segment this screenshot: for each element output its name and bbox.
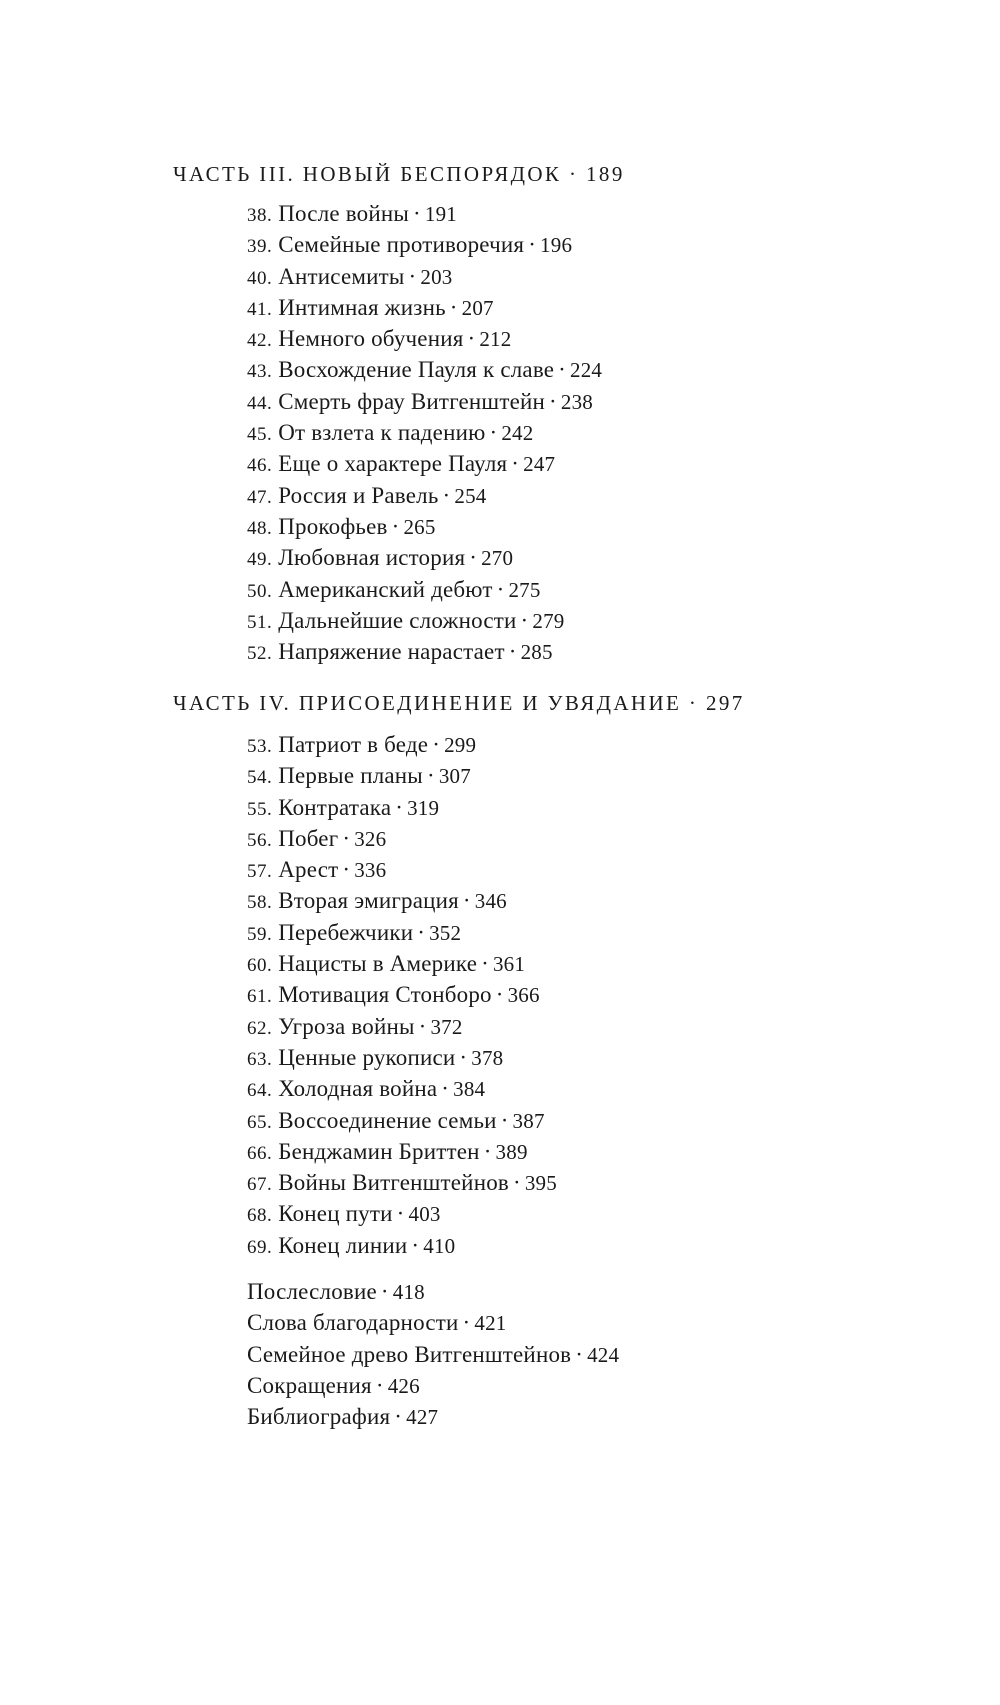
page-number: 270 (481, 546, 514, 571)
separator-dot: · (459, 1044, 468, 1070)
separator-dot: · (442, 482, 451, 508)
page-number: 372 (430, 1014, 463, 1039)
separator-dot: · (342, 857, 351, 883)
chapter-number: 46. (247, 455, 273, 477)
toc-entry[interactable] (247, 854, 557, 885)
page-number: 212 (479, 327, 512, 352)
chapter-number: 64. (247, 1080, 273, 1102)
chapter-number: 61. (247, 986, 273, 1008)
toc-entry[interactable] (247, 417, 602, 448)
chapter-list (247, 729, 557, 1261)
chapter-title: Россия и Равель (278, 482, 439, 508)
separator-dot: · (411, 1232, 420, 1258)
chapter-number: 53. (247, 736, 273, 757)
separator-dot: · (469, 545, 478, 571)
separator-dot: · (342, 825, 351, 851)
toc-entry[interactable] (247, 948, 557, 979)
chapter-title: Холодная война (278, 1076, 438, 1102)
chapter-title: Антисемиты (278, 263, 405, 289)
toc-entry[interactable] (247, 1167, 557, 1198)
separator-dot: · (495, 982, 504, 1008)
separator-dot: · (417, 919, 426, 945)
chapter-title: Конец пути (278, 1201, 393, 1227)
toc-entry[interactable] (247, 1401, 619, 1432)
toc-entry[interactable] (247, 1042, 557, 1073)
separator-dot: · (432, 732, 441, 757)
chapter-title: Американский дебют (278, 576, 493, 602)
chapter-number: 60. (247, 955, 273, 977)
toc-entry[interactable] (247, 1370, 619, 1401)
chapter-title: Войны Витгенштейнов (278, 1170, 509, 1196)
toc-entry[interactable] (247, 979, 557, 1010)
page-number: 418 (392, 1280, 425, 1304)
chapter-number: 58. (247, 892, 273, 914)
chapter-title: Ценные рукописи (278, 1044, 456, 1070)
separator-dot: · (483, 1138, 492, 1164)
page-number: 384 (453, 1077, 486, 1102)
toc-entry[interactable] (247, 1307, 619, 1338)
page-number: 265 (403, 514, 436, 539)
page-number: 389 (495, 1139, 528, 1164)
separator-dot: · (511, 451, 520, 477)
separator-dot: · (575, 1341, 584, 1367)
toc-entry[interactable] (247, 448, 602, 479)
toc-entry[interactable] (247, 480, 602, 511)
page-number: 279 (532, 608, 565, 633)
toc-entry[interactable] (247, 1198, 557, 1229)
separator-dot: · (391, 513, 400, 539)
chapter-number: 45. (247, 424, 273, 446)
toc-entry[interactable] (247, 792, 557, 823)
chapter-title: Конец линии (278, 1232, 408, 1258)
page-number: 352 (429, 920, 462, 945)
chapter-number: 38. (247, 205, 273, 226)
chapter-title: Дальнейшие сложности (278, 607, 517, 633)
toc-entry[interactable] (247, 1011, 557, 1042)
chapter-number: 57. (247, 861, 273, 883)
chapter-number: 51. (247, 611, 273, 633)
part-heading: ЧАСТЬ IV. ПРИСОЕДИНЕНИЕ И УВЯДАНИЕ · 297 (173, 691, 745, 715)
page-number: 336 (354, 858, 387, 883)
toc-entry[interactable] (247, 198, 602, 229)
chapter-number: 59. (247, 923, 273, 945)
chapter-title: Первые планы (278, 763, 423, 789)
chapter-number: 65. (247, 1111, 273, 1133)
separator-dot: · (481, 951, 489, 977)
page-number: 361 (492, 952, 526, 977)
separator-dot: · (508, 639, 517, 665)
chapter-number: 44. (247, 392, 273, 414)
chapter-number: 63. (247, 1048, 273, 1070)
chapter-number: 56. (247, 829, 273, 851)
chapter-title: Вторая эмиграция (278, 888, 459, 914)
chapter-title: Напряжение нарастает (278, 639, 505, 665)
section-title: Библиография (247, 1404, 391, 1430)
page-number: 242 (501, 421, 534, 446)
page-number: 191 (424, 202, 457, 226)
separator-dot: · (558, 357, 567, 383)
chapter-number: 69. (247, 1236, 273, 1258)
toc-entry[interactable] (247, 823, 557, 854)
chapter-title: Перебежчики (278, 919, 414, 945)
chapter-number: 42. (247, 330, 273, 352)
separator-dot: · (375, 1372, 384, 1398)
chapter-title: Немного обучения (278, 326, 464, 352)
page-number: 346 (474, 889, 507, 914)
chapter-title: Любовная история (278, 545, 466, 571)
separator-dot: · (489, 420, 498, 446)
page-number: 403 (408, 1202, 441, 1227)
page-number: 238 (560, 389, 593, 414)
toc-entry[interactable] (247, 354, 602, 385)
toc-entry[interactable] (247, 386, 602, 417)
chapter-title: Восхождение Пауля к славе (278, 357, 555, 383)
toc-entry[interactable] (247, 729, 557, 760)
chapter-title: От взлета к падению (278, 420, 486, 446)
chapter-number: 55. (247, 798, 273, 820)
toc-entry[interactable] (247, 605, 602, 636)
chapter-number: 54. (247, 767, 273, 789)
page-number: 421 (474, 1311, 507, 1336)
chapter-number: 66. (247, 1142, 273, 1164)
chapter-number: 67. (247, 1174, 273, 1196)
toc-entry[interactable] (247, 292, 602, 323)
chapter-title: Интимная жизнь (278, 294, 446, 320)
section-title: Послесловие (247, 1279, 377, 1304)
separator-dot: · (413, 201, 421, 226)
toc-entry[interactable] (247, 1105, 557, 1136)
section-title: Семейное древо Витгенштейнов (247, 1341, 572, 1367)
page-number: 427 (406, 1405, 439, 1430)
page-number: 387 (512, 1108, 545, 1133)
toc-entry[interactable] (247, 1073, 557, 1104)
page-number: 366 (507, 983, 540, 1008)
separator-dot: · (528, 232, 537, 258)
section-title: Сокращения (247, 1372, 372, 1398)
toc-entry[interactable] (247, 261, 602, 292)
toc-entry[interactable] (247, 323, 602, 354)
page-number: 307 (438, 764, 471, 789)
separator-dot: · (418, 1013, 427, 1039)
chapter-title: Побег (278, 825, 339, 851)
back-matter-list (247, 1276, 619, 1432)
separator-dot: · (426, 763, 435, 789)
separator-dot: · (512, 1170, 521, 1196)
chapter-number: 47. (247, 486, 273, 508)
separator-dot: · (395, 794, 404, 820)
toc-entry[interactable] (247, 542, 602, 573)
chapter-number: 62. (247, 1017, 273, 1039)
page-number: 224 (570, 358, 603, 383)
page-number: 275 (508, 577, 541, 602)
toc-entry[interactable] (247, 636, 602, 667)
separator-dot: · (396, 1201, 405, 1227)
chapter-number: 52. (247, 643, 273, 665)
chapter-title: Еще о характере Пауля (278, 451, 508, 477)
toc-entry[interactable] (247, 1136, 557, 1167)
chapter-number: 41. (247, 298, 273, 320)
page-number: 410 (423, 1233, 456, 1258)
page-number: 426 (387, 1373, 420, 1398)
chapter-title: После войны (278, 201, 410, 226)
page-number: 395 (524, 1171, 557, 1196)
separator-dot: · (549, 388, 557, 414)
chapter-title: Семейные противоречия (278, 232, 525, 258)
page-number: 378 (471, 1045, 504, 1070)
toc-entry[interactable] (247, 511, 602, 542)
chapter-number: 39. (247, 236, 273, 258)
chapter-title: Контратака (278, 794, 392, 820)
chapter-number: 50. (247, 580, 273, 602)
toc-entry[interactable] (247, 917, 557, 948)
section-title: Слова благодарности (247, 1310, 459, 1336)
chapter-list (247, 198, 602, 667)
chapter-number: 68. (247, 1205, 273, 1227)
separator-dot: · (462, 888, 471, 914)
chapter-title: Прокофьев (278, 513, 388, 539)
chapter-number: 48. (247, 517, 273, 539)
page-number: 196 (540, 233, 573, 258)
chapter-number: 43. (247, 361, 273, 383)
separator-dot: · (380, 1279, 389, 1304)
chapter-title: Угроза войны (278, 1013, 415, 1039)
chapter-number: 40. (247, 267, 273, 289)
separator-dot: · (408, 263, 417, 289)
separator-dot: · (462, 1310, 471, 1336)
separator-dot: · (441, 1076, 450, 1102)
page-number: 254 (454, 483, 487, 508)
toc-entry[interactable] (247, 574, 602, 605)
toc-entry[interactable] (247, 885, 557, 916)
chapter-title: Мотивация Стонборо (278, 982, 492, 1008)
separator-dot: · (520, 607, 529, 633)
page-number: 424 (587, 1342, 620, 1367)
chapter-title: Арест (278, 857, 339, 883)
page-number: 326 (354, 826, 387, 851)
toc-entry[interactable] (247, 229, 602, 260)
page-number: 207 (461, 295, 494, 320)
chapter-title: Нацисты в Америке (278, 951, 478, 977)
toc-entry[interactable] (247, 1339, 619, 1370)
toc-entry[interactable] (247, 1230, 557, 1261)
page-number: 285 (520, 640, 553, 665)
chapter-title: Бенджамин Бриттен (278, 1138, 480, 1164)
chapter-number: 49. (247, 549, 273, 571)
separator-dot: · (467, 326, 476, 352)
chapter-title: Воссоединение семьи (278, 1107, 497, 1133)
toc-entry[interactable] (247, 760, 557, 791)
page-number: 319 (407, 795, 440, 820)
separator-dot: · (496, 576, 505, 602)
page-number: 299 (444, 733, 477, 757)
page-number: 247 (523, 452, 556, 477)
separator-dot: · (500, 1107, 509, 1133)
part-heading: ЧАСТЬ III. НОВЫЙ БЕСПОРЯДОК · 189 (173, 162, 625, 186)
chapter-title: Патриот в беде (278, 732, 429, 757)
separator-dot: · (449, 294, 458, 320)
page-number: 203 (420, 264, 453, 289)
chapter-title: Смерть фрау Витгенштейн (278, 388, 546, 414)
toc-entry[interactable] (247, 1276, 619, 1307)
separator-dot: · (394, 1404, 403, 1430)
